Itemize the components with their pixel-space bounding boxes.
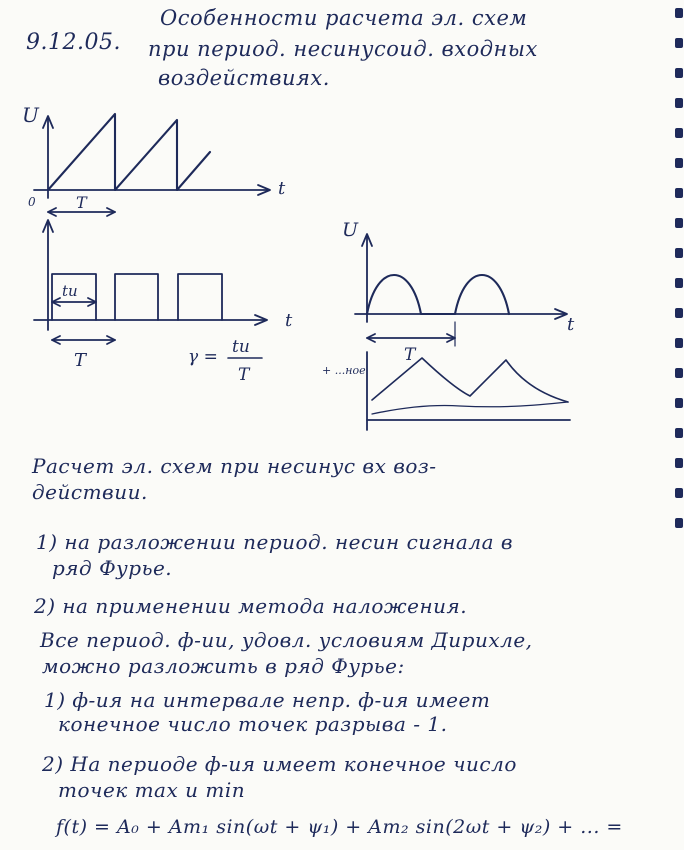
pulse-period-label: T <box>74 350 87 371</box>
rectified-bottom-label: + ...ное <box>322 364 366 377</box>
date-label: 9.12.05. <box>26 30 121 55</box>
body-line-5: 2) на применении метода наложения. <box>34 594 468 618</box>
sawtooth-t-label: t <box>278 178 286 199</box>
sawtooth-period-label: T <box>76 193 87 212</box>
rectified-u-label: U <box>342 219 359 241</box>
body-line-2: действии. <box>32 480 148 504</box>
title-line-2: при период. несинусоид. входных <box>148 37 538 61</box>
body-line-11: точек max и min <box>58 778 246 802</box>
rectified-wave <box>367 275 509 314</box>
title-line-1: Особенности расчета эл. схем <box>160 6 528 30</box>
pulse-diagram <box>34 220 293 385</box>
body-line-1: Расчет эл. схем при несинус вх воз- <box>32 454 437 478</box>
response-curve-2 <box>372 402 568 414</box>
pulse-3 <box>178 274 222 320</box>
body-line-10: 2) На периоде ф-ия имеет конечное число <box>42 752 517 776</box>
rectified-period-label: T <box>404 345 416 365</box>
duty-denominator: T <box>238 365 250 385</box>
body-line-7: можно разложить в ряд Фурье: <box>42 654 405 678</box>
sawtooth-u-label: U <box>22 103 39 127</box>
duty-numerator: tu <box>232 337 250 357</box>
body-line-9: конечное число точек разрыва - 1. <box>58 712 448 736</box>
sawtooth-diagram <box>22 103 286 216</box>
pulse-t-label: t <box>285 310 293 331</box>
sawtooth-wave <box>48 114 210 190</box>
pulse-width-label: tu <box>62 282 78 300</box>
rectified-diagram <box>322 219 575 430</box>
response-curve <box>372 358 568 402</box>
rectified-t-label: t <box>567 314 575 335</box>
duty-prefix: γ = <box>188 347 218 367</box>
sawtooth-origin-label: 0 <box>28 195 36 209</box>
title-line-3: воздействиях. <box>158 66 330 90</box>
body-line-6: Все период. ф-ии, удовл. условиям Дирихле, <box>40 628 533 652</box>
notebook-edge-marks <box>670 0 684 560</box>
formula-line: f(t) = A₀ + Am₁ sin(ωt + ψ₁) + Am₂ sin(2ωt + ψ₂) + ... = <box>56 816 623 838</box>
pulse-2 <box>115 274 158 320</box>
body-line-8: 1) ф-ия на интервале непр. ф-ия имеет <box>44 688 491 712</box>
body-line-3: 1) на разложении период. несин сигнала в <box>36 530 514 554</box>
body-line-4: ряд Фурье. <box>52 556 173 580</box>
